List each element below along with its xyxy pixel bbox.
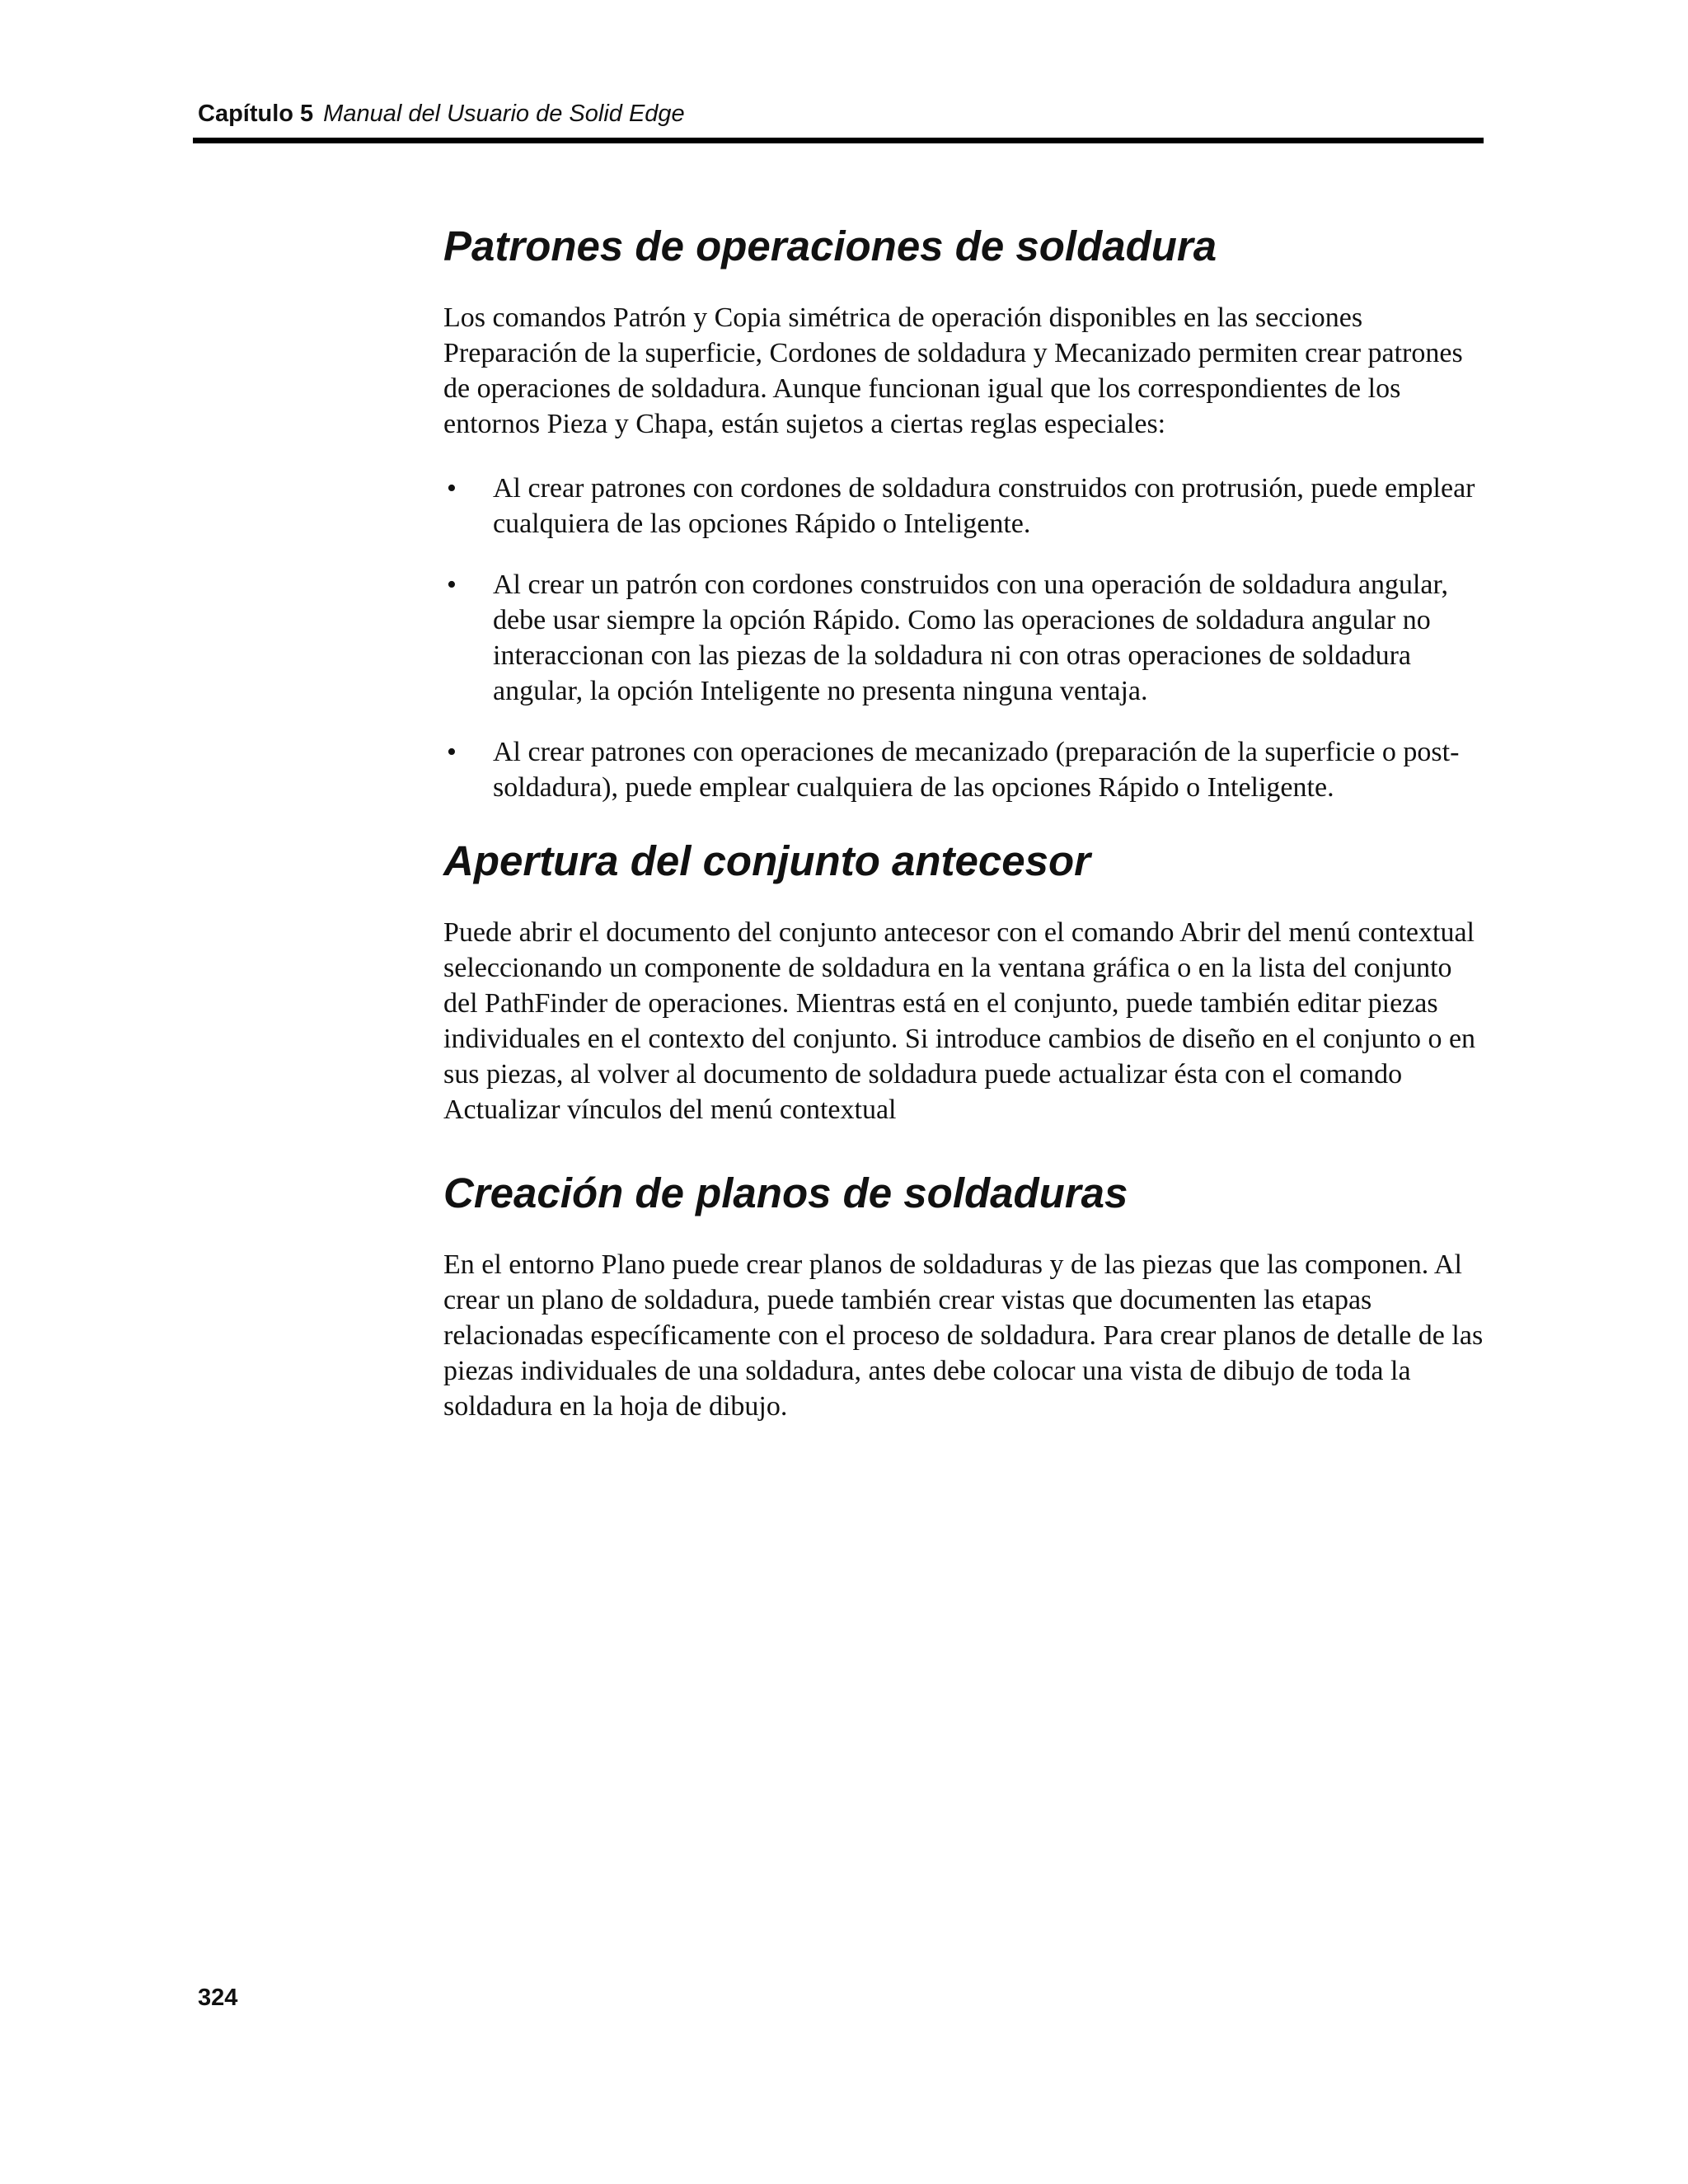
chapter-label: Capítulo 5 (198, 101, 314, 127)
page-content (443, 221, 1490, 1424)
list-item-text: Al crear patrones con operaciones de mecanizado (preparación de la superficie o post-soldadura), puede emplear cualquiera de las opciones Rápido o Inteligente. (493, 737, 1460, 803)
list-item-text: Al crear patrones con cordones de soldadura construidos con protrusión, puede emplear cualquiera de las opciones Rápido o Inteligente. (493, 473, 1475, 539)
section-paragraph-weld-drawings: En el entorno Plano puede crear planos de soldaduras y de las piezas que las componen. Al crear un plano de soldadura, puede también crear vistas que documenten las etapas relacionadas específicamente con el proceso de soldadura. Para crear planos de detalle de las piezas individuales de una soldadura, antes debe colocar una vista de dibujo de toda la soldadura en la hoja de dibujo. (443, 1249, 1484, 1422)
section-title-weld-patterns: Patrones de operaciones de soldadura (443, 223, 1217, 269)
section-title-parent-assembly: Apertura del conjunto antecesor (443, 837, 1090, 884)
list-item (443, 471, 1490, 541)
running-header (198, 97, 685, 130)
list-item-text: Al crear un patrón con cordones construidos con una operación de soldadura angular, debe usar siempre la opción Rápido. Como las operaciones de soldadura angular no interaccionan con las piezas de la soldadura ni con otras operaciones de soldadura angular, la opción Inteligente no presenta ninguna ventaja. (493, 569, 1448, 706)
list-item (443, 567, 1490, 709)
pattern-rules-list (443, 471, 1490, 805)
section-title-weld-drawings: Creación de planos de soldaduras (443, 1169, 1128, 1216)
bullet-icon: • (447, 569, 457, 600)
book-title: Manual del Usuario de Solid Edge (323, 101, 685, 127)
list-item (443, 734, 1490, 805)
section-paragraph-weld-patterns: Los comandos Patrón y Copia simétrica de operación disponibles en las secciones Preparación de la superficie, Cordones de soldadura y Mecanizado permiten crear patrones de operaciones de soldadura. Aunque funcionan igual que los correspondientes de los entornos Pieza y Chapa, están sujetos a ciertas reglas especiales: (443, 302, 1463, 439)
section-paragraph-parent-assembly: Puede abrir el documento del conjunto antecesor con el comando Abrir del menú contextual seleccionando un componente de soldadura en la ventana gráfica o en la lista del conjunto del PathFinder de operaciones. Mientras está en el conjunto, puede también editar piezas individuales en el contexto del conjunto. Si introduce cambios de diseño en el conjunto o en sus piezas, al volver al documento de soldadura puede actualizar ésta con el comando Actualizar vínculos del menú contextual (443, 917, 1476, 1125)
bullet-icon: • (447, 473, 457, 504)
page-number: 324 (198, 1985, 238, 2011)
header-rule (193, 138, 1484, 143)
bullet-icon: • (447, 737, 457, 767)
